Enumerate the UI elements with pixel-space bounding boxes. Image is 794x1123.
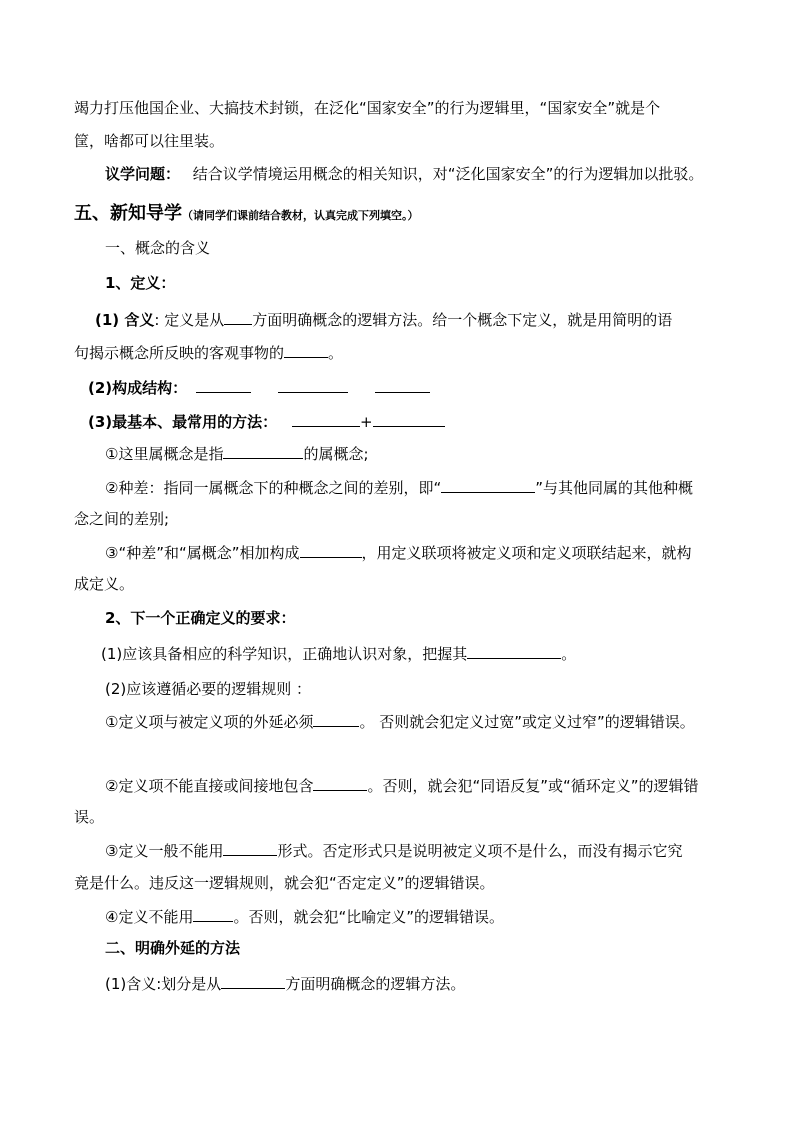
blank-extension[interactable]: [313, 710, 359, 727]
division-meaning-text-a: (1)含义:划分是从: [105, 975, 222, 993]
blank-defined-term[interactable]: [313, 774, 367, 791]
composition-line-cont: 成定义。: [74, 575, 135, 593]
blank-method-2[interactable]: [373, 410, 445, 427]
section-5-title: 五、新知导学: [74, 203, 182, 224]
intro-line-2: 筐，啥都可以往里装。: [74, 132, 225, 150]
section-5-note: （请同学们课前结合教材，认真完成下列填空。）: [182, 209, 419, 222]
definition-meaning-text-d: 。: [328, 344, 344, 362]
rule-3: [105, 839, 682, 862]
requirement-2: (2)应该遵循必要的逻辑规则 ：: [105, 680, 312, 698]
rule-4-text-b: 。否则，就会犯“比喻定义”的逻辑错误。: [233, 908, 504, 926]
definition-meaning-text-c: 句揭示概念所反映的客观事物的: [74, 344, 285, 362]
item-1-title: 1、定义：: [105, 274, 176, 292]
blank-composition[interactable]: [300, 541, 362, 558]
requirement-1-text-a: (1)应该具备相应的科学知识，正确地认识对象，把握其: [101, 645, 468, 663]
part-1-title: 一、概念的含义: [105, 239, 211, 257]
rule-1: [105, 710, 695, 733]
differentia-text-a: ②种差：指同一属概念下的种概念之间的差别，即“: [105, 479, 442, 497]
rule-4-text-a: ④定义不能用: [105, 908, 194, 926]
rule-1-text-b: 。 否则就会犯定义过宽”或定义过窄”的逻辑错误。: [359, 713, 695, 731]
genus-concept-text-b: 的属概念;: [303, 445, 369, 463]
question-text: 结合议学情境运用概念的相关知识，对“泛化国家安全”的行为逻辑加以批驳。: [192, 165, 704, 183]
differentia-line-cont: 念之间的差别;: [74, 510, 170, 528]
rule-4: [105, 905, 504, 928]
division-meaning: [105, 972, 465, 995]
genus-concept-text-a: ①这里属概念是指: [105, 445, 224, 463]
rule-2: [105, 774, 699, 797]
blank-essence[interactable]: [467, 642, 561, 659]
differentia-text-b: ”与其他同属的其他种概: [535, 479, 694, 497]
requirement-1: [101, 642, 576, 665]
discussion-question: [105, 163, 703, 185]
item-2-title: 2、下一个正确定义的要求：: [105, 609, 296, 627]
basic-method-label: (3)最基本、最常用的方法：: [88, 413, 278, 431]
genus-concept-line: [105, 442, 369, 465]
blank-differentia[interactable]: [441, 476, 535, 493]
intro-line-1: 竭力打压他国企业、大搞技术封锁，在泛化“国家安全”的行为逻辑里，“国家安全”就是个: [74, 99, 661, 117]
blank-structure-3[interactable]: [375, 376, 430, 393]
rule-2-text-a: ②定义项不能直接或间接地包含: [105, 777, 314, 795]
rule-3-text-a: ③定义一般不能用: [105, 842, 224, 860]
division-meaning-text-b: 方面明确概念的逻辑方法。: [285, 975, 466, 993]
blank-essential-attribute[interactable]: [284, 341, 328, 358]
composition-line: [105, 541, 692, 564]
rule-2-text-b: 。否则，就会犯“同语反复”或“循环定义”的逻辑错: [367, 777, 699, 795]
question-label: 议学问题：: [105, 165, 181, 183]
rule-2-cont: 误。: [74, 808, 105, 826]
blank-genus-concept[interactable]: [223, 442, 303, 459]
definition-meaning: [95, 308, 672, 331]
blank-structure-1[interactable]: [196, 376, 251, 393]
rule-3-text-b: 形式。否定形式只是说明被定义项不是什么，而没有揭示它究: [277, 842, 683, 860]
differentia-line: [105, 476, 693, 499]
structure-row: [88, 376, 430, 399]
composition-text-b: ，用定义联项将被定义项和定义项联结起来，就构: [361, 544, 692, 562]
composition-text-a: ③“种差”和“属概念”相加构成: [105, 544, 300, 562]
rule-1-text-a: ①定义项与被定义项的外延必须: [105, 713, 314, 731]
definition-meaning-text-b: 方面明确概念的逻辑方法。给一个概念下定义，就是用简明的语: [252, 311, 673, 329]
part-2-title: 二、明确外延的方法: [105, 939, 241, 957]
plus-sign: +: [359, 413, 373, 431]
blank-negative-form[interactable]: [223, 839, 277, 856]
blank-method-1[interactable]: [292, 410, 360, 427]
requirement-1-text-b: 。: [561, 645, 577, 663]
basic-method-row: [88, 410, 445, 433]
definition-meaning-cont: [74, 341, 343, 364]
blank-metaphor[interactable]: [193, 905, 233, 922]
blank-structure-2[interactable]: [278, 376, 348, 393]
rule-3-cont: 竟是什么。违反这一逻辑规则，就会犯“否定定义”的逻辑错误。: [74, 874, 495, 892]
section-5-heading: [74, 203, 419, 227]
structure-label: (2)构成结构：: [88, 379, 188, 397]
definition-meaning-label: (1) 含义: [95, 311, 155, 329]
blank-definition-aspect[interactable]: [224, 308, 252, 325]
definition-meaning-text-a: : 定义是从: [154, 311, 225, 329]
blank-division-aspect[interactable]: [221, 972, 285, 989]
